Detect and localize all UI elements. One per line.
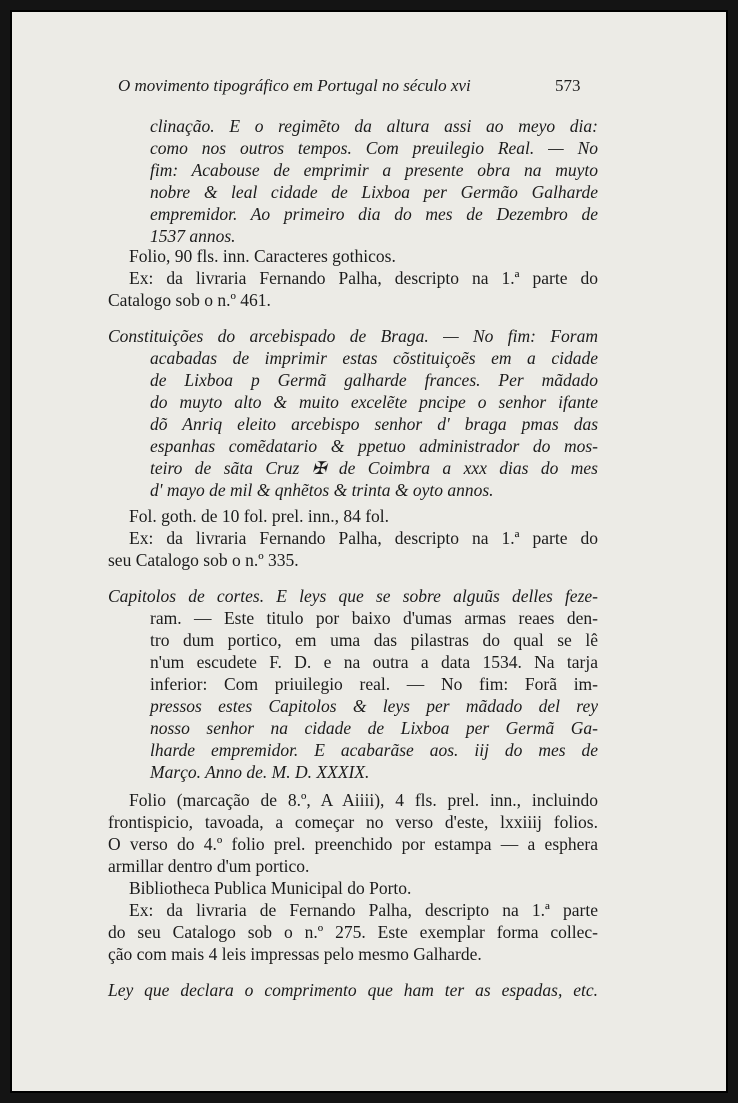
note-line: seu Catalogo sob o n.º 335. — [108, 550, 299, 570]
page-number: 573 — [555, 76, 581, 95]
entry-line: empremidor. Ao primeiro dia do mes de Dezembro de — [150, 204, 598, 224]
entry-line: nobre & leal cidade de Lixboa per Germão Galharde — [150, 182, 598, 202]
entry-line: acabadas de imprimir estas cõstituiçoẽs em a cidade — [150, 348, 598, 368]
running-title: O movimento tipográfico em Portugal no século xvi — [118, 76, 471, 95]
note-line: armillar dentro d'um portico. — [108, 856, 310, 876]
note-line: Ex: da livraria Fernando Palha, descripto na 1.ª parte do — [129, 528, 598, 548]
entry-line: Março. Anno de. M. D. XXXIX. — [150, 762, 370, 782]
note-line: Bibliotheca Publica Municipal do Porto. — [129, 878, 412, 898]
entry-line: teiro de sãta Cruz ✠ de Coimbra a xxx dias do mes — [150, 458, 598, 478]
entry-line: de Lixboa p Germã galharde frances. Per mãdado — [150, 370, 598, 390]
entry-line: tro dum portico, em uma das pilastras do qual se lê — [150, 630, 598, 650]
entry-line: espanhas comẽdatario & ppetuo administrador do mos- — [150, 436, 598, 456]
entry-line: dõ Anriq eleito arcebispo senhor d' braga pmas das — [150, 414, 598, 434]
entry-line: 1537 annos. — [150, 226, 236, 246]
note-line: Folio, 90 fls. inn. Caracteres gothicos. — [129, 246, 396, 266]
note-line: Folio (marcação de 8.º, A Aiiii), 4 fls. prel. inn., incluindo — [129, 790, 598, 810]
note-line: Fol. goth. de 10 fol. prel. inn., 84 fol. — [129, 506, 390, 526]
note-line: O verso do 4.º folio prel. preenchido por estampa — a esphera — [108, 834, 598, 854]
entry-line: ram. — Este titulo por baixo d'umas armas reaes den- — [150, 608, 598, 628]
entry-line: como nos outros tempos. Com preuilegio Real. — No — [150, 138, 598, 158]
note-line: ção com mais 4 leis impressas pelo mesmo Galharde. — [108, 944, 482, 964]
note-line: Catalogo sob o n.º 461. — [108, 290, 271, 310]
note-line: Ex: da livraria Fernando Palha, descripto na 1.ª parte do — [129, 268, 598, 288]
entry-line: Capitolos de cortes. E leys que se sobre alguũs delles feze- — [108, 586, 598, 606]
entry-line: nosso senhor na cidade de Lixboa per Germã Ga- — [150, 718, 598, 738]
note-line: Ex: da livraria de Fernando Palha, descripto na 1.ª parte — [129, 900, 598, 920]
book-page — [10, 10, 728, 1093]
entry-line: do muyto alto & muito excelẽte pncipe o senhor ifante — [150, 392, 598, 412]
entry-line: pressos estes Capitolos & leys per mãdado del rey — [150, 696, 598, 716]
note-line: frontispicio, tavoada, a começar no verso d'este, lxxiiij folios. — [108, 812, 598, 832]
entry-line: lharde empremidor. E acabarãse aos. iij do mes de — [150, 740, 598, 760]
entry-title: Ley que declara o comprimento que ham ter as espadas, etc. — [108, 980, 598, 1000]
entry-line: fim: Acabouse de emprimir a presente obra na muyto — [150, 160, 598, 180]
note-line: do seu Catalogo sob o n.º 275. Este exemplar forma collec- — [108, 922, 598, 942]
entry-line: inferior: Com priuilegio real. — No fim: Forã im- — [150, 674, 598, 694]
entry-line: d' mayo de mil & qnhẽtos & trinta & oyto annos. — [150, 480, 494, 500]
entry-line: clinação. E o regimẽto da altura assi ao meyo dia: — [150, 116, 598, 136]
entry-line: n'um escudete F. D. e na outra a data 1534. Na tarja — [150, 652, 598, 672]
entry-line: Constituições do arcebispado de Braga. — No fim: Foram — [108, 326, 598, 346]
